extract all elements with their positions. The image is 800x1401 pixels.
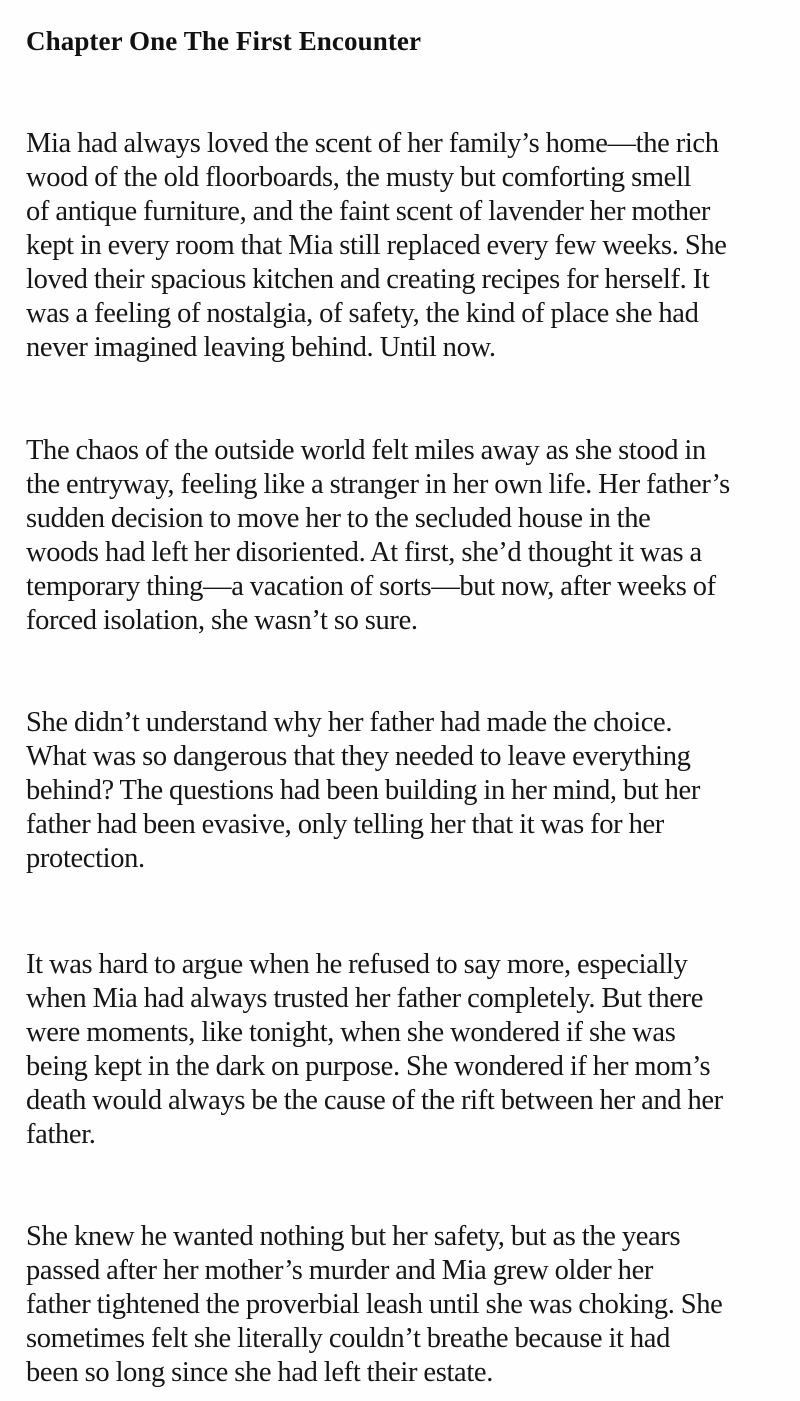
text-line: of antique furniture, and the faint scent of lavender her mother: [26, 196, 711, 227]
text-line: Mia had always loved the scent of her family’s home—the rich: [26, 128, 719, 159]
text-line: She didn’t understand why her father had made the choice.: [26, 707, 673, 738]
text-line: temporary thing—a vacation of sorts—but now, after weeks of: [26, 571, 716, 602]
text-line: The chaos of the outside world felt miles away as she stood in: [26, 435, 706, 466]
text-line: been so long since she had left their estate.: [26, 1357, 493, 1388]
text-line: passed after her mother’s murder and Mia grew older her: [26, 1255, 654, 1286]
text-line: wood of the old floorboards, the musty but comforting smell: [26, 162, 692, 193]
text-line: What was so dangerous that they needed to leave everything: [26, 741, 691, 772]
paragraph-1: [26, 127, 786, 365]
text-line: when Mia had always trusted her father completely. But there: [26, 983, 703, 1014]
text-line: It was hard to argue when he refused to say more, especially: [26, 949, 688, 980]
text-line: being kept in the dark on purpose. She wondered if her mom’s: [26, 1051, 711, 1082]
text-line: father.: [26, 1119, 96, 1150]
paragraph-3: [26, 706, 786, 876]
text-line: sometimes felt she literally couldn’t breathe because it had: [26, 1323, 670, 1354]
paragraph-2: [26, 434, 786, 638]
text-line: forced isolation, she wasn’t so sure.: [26, 605, 418, 636]
text-line: woods had left her disoriented. At first, she’d thought it was a: [26, 537, 702, 568]
text-line: was a feeling of nostalgia, of safety, the kind of place she had: [26, 298, 699, 329]
text-line: father tightened the proverbial leash until she was choking. She: [26, 1289, 723, 1320]
text-line: kept in every room that Mia still replaced every few weeks. She: [26, 230, 727, 261]
chapter-title: Chapter One The First Encounter: [26, 26, 422, 56]
text-line: sudden decision to move her to the secluded house in the: [26, 503, 651, 534]
text-line: loved their spacious kitchen and creating recipes for herself. It: [26, 264, 710, 295]
paragraph-5: [26, 1220, 786, 1390]
text-line: death would always be the cause of the rift between her and her: [26, 1085, 723, 1116]
text-line: She knew he wanted nothing but her safety, but as the years: [26, 1221, 681, 1252]
text-line: were moments, like tonight, when she wondered if she was: [26, 1017, 676, 1048]
text-line: behind? The questions had been building in her mind, but her: [26, 775, 700, 806]
text-line: never imagined leaving behind. Until now.: [26, 332, 496, 363]
text-line: father had been evasive, only telling her that it was for her: [26, 809, 664, 840]
paragraph-4: [26, 948, 786, 1152]
text-line: protection.: [26, 843, 145, 874]
text-line: the entryway, feeling like a stranger in her own life. Her father’s: [26, 469, 730, 500]
